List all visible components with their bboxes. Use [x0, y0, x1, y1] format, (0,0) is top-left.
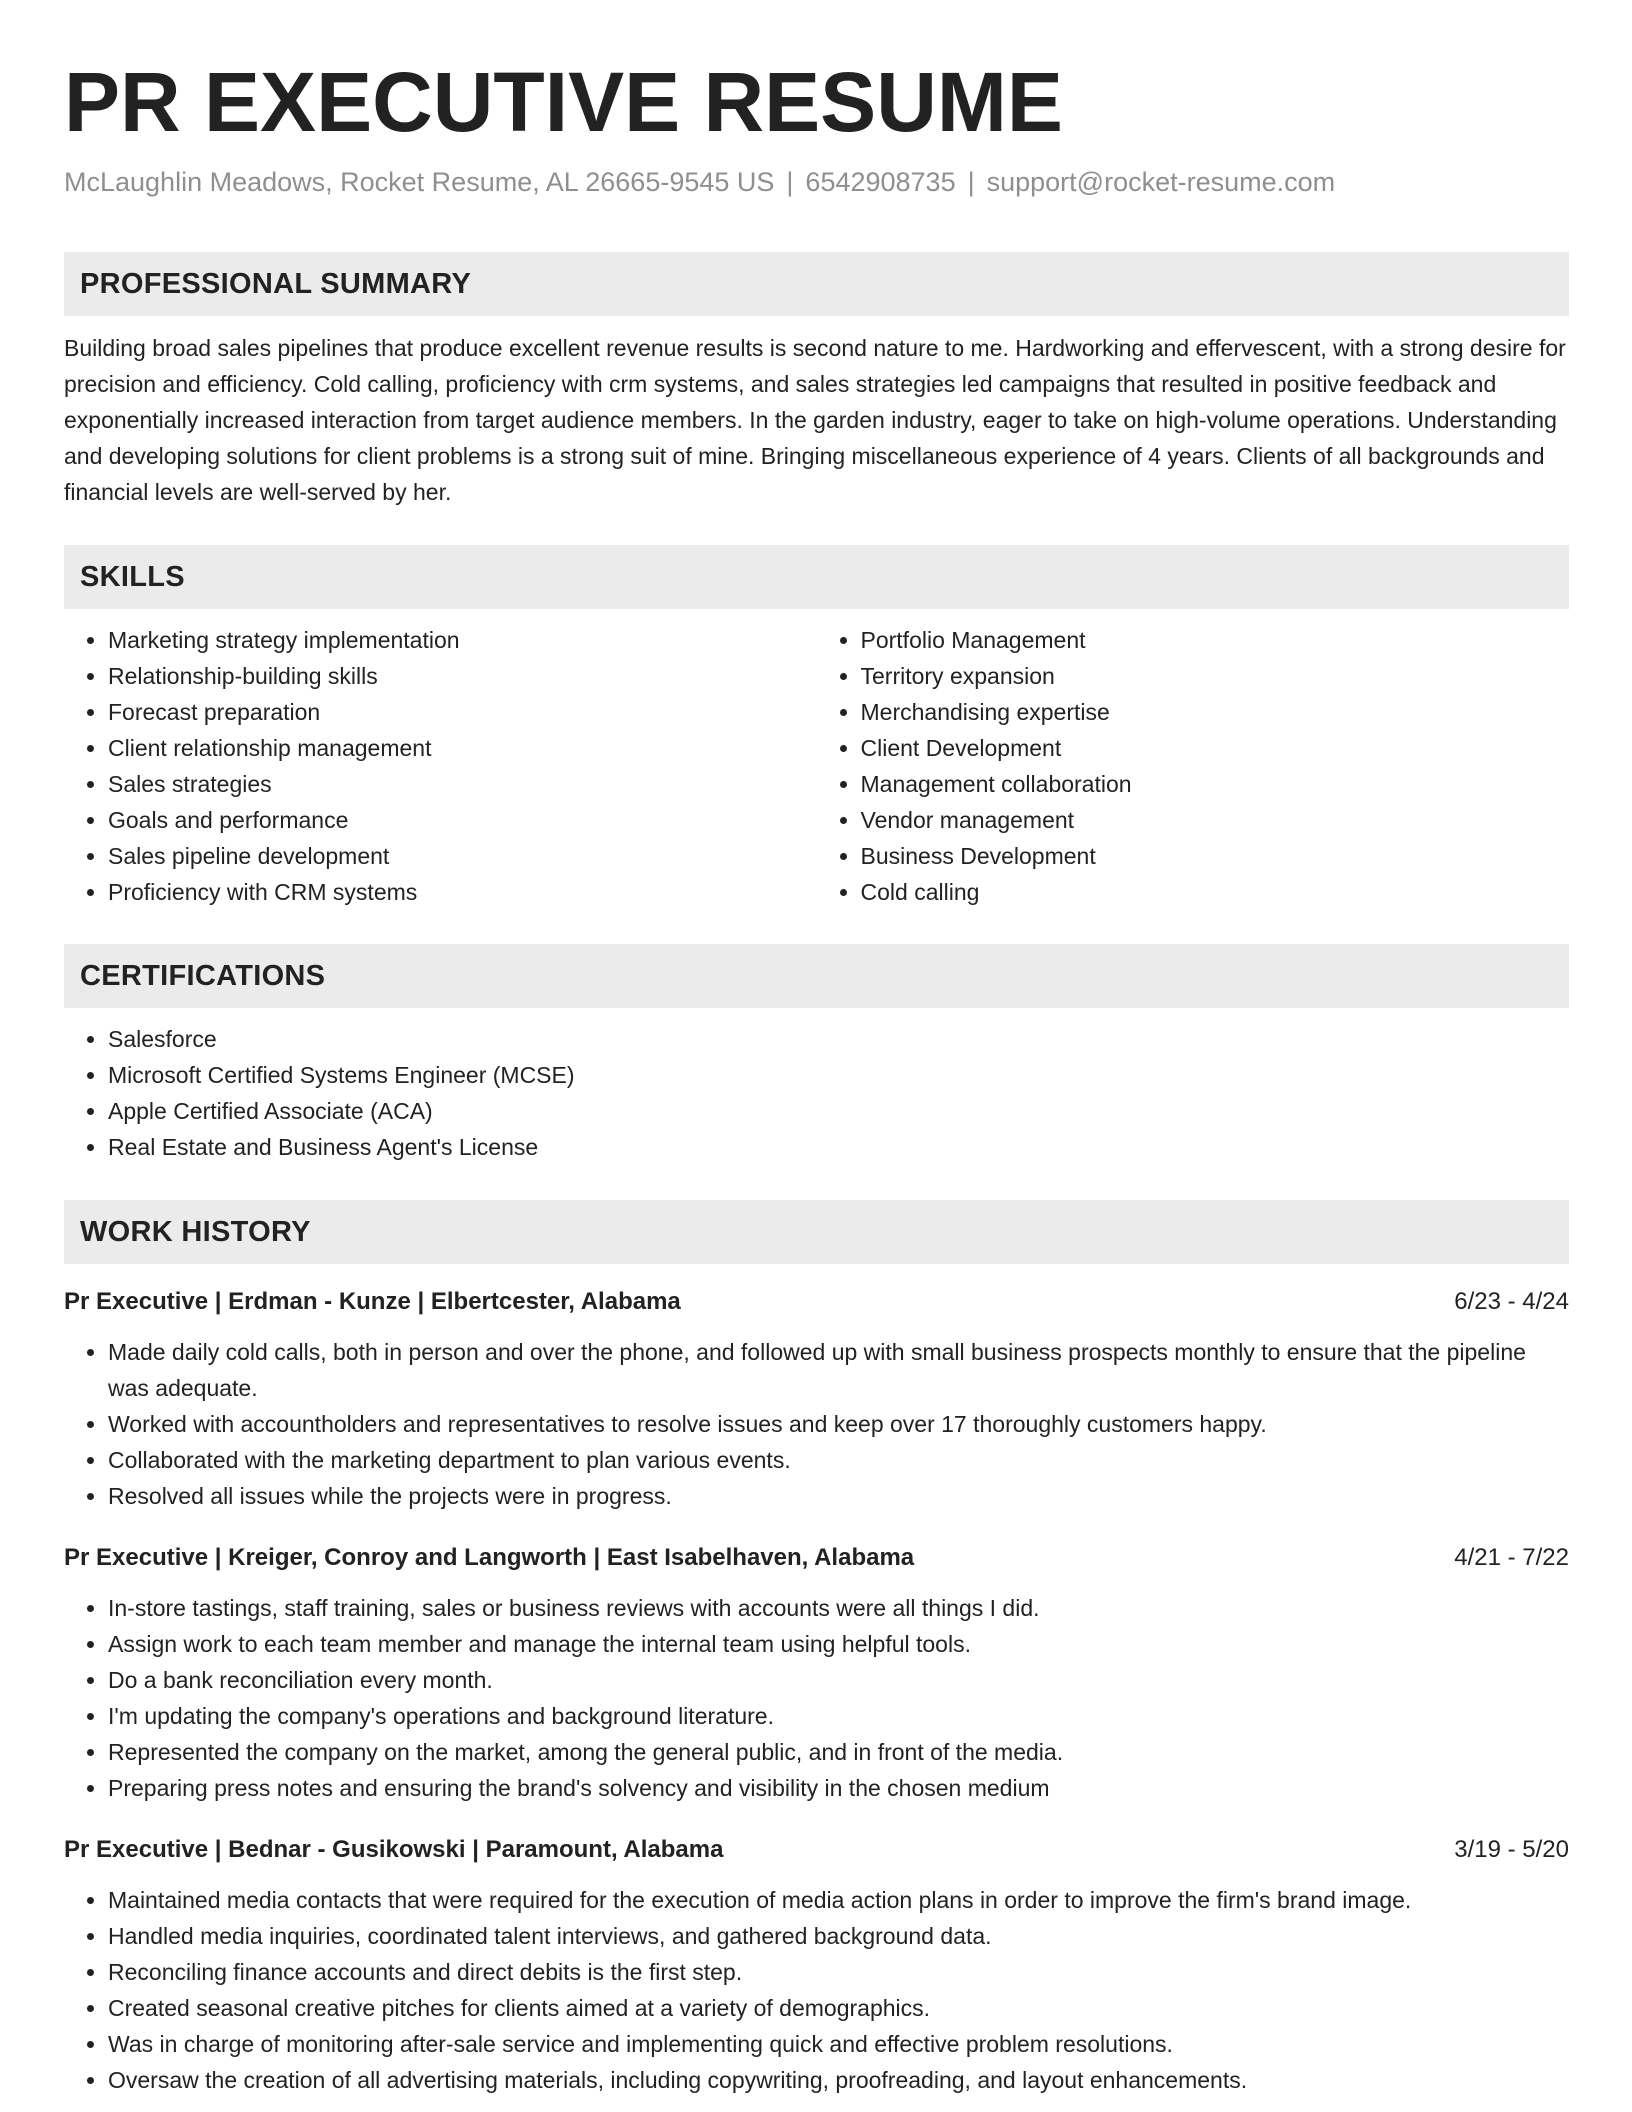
job-bullet: • Collaborated with the marketing department to plan various events.	[108, 1442, 1569, 1478]
job-bullet: • Worked with accountholders and representatives to resolve issues and keep over 17 thoroughly customers happy.	[108, 1406, 1569, 1442]
job-bullet: • I'm updating the company's operations and background literature.	[108, 1698, 1569, 1734]
job-bullet: • Resolved all issues while the projects were in progress.	[108, 1478, 1569, 1514]
certification-item: • Apple Certified Associate (ACA)	[108, 1093, 1569, 1129]
job-dates: 3/19 - 5/20	[1454, 1836, 1569, 1863]
skills-list-right	[817, 622, 1570, 910]
job-title: Pr Executive | Kreiger, Conroy and Langworth | East Isabelhaven, Alabama	[64, 1544, 915, 1571]
skills-list-left	[64, 622, 817, 910]
skill-item: • Business Development	[861, 838, 1570, 874]
job-entry	[64, 1832, 1569, 2098]
job-dates: 4/21 - 7/22	[1454, 1544, 1569, 1571]
resume-page	[64, 0, 1569, 2098]
skill-item: • Goals and performance	[108, 802, 817, 838]
section-heading-summary: PROFESSIONAL SUMMARY	[64, 252, 1569, 316]
job-bullet: • Created seasonal creative pitches for clients aimed at a variety of demographics.	[108, 1990, 1569, 2026]
job-bullet: • Maintained media contacts that were required for the execution of media action plans in order to improve the firm's brand image.	[108, 1882, 1569, 1918]
job-header	[64, 1540, 1569, 1576]
job-bullet: • In-store tastings, staff training, sales or business reviews with accounts were all things I did.	[108, 1590, 1569, 1626]
job-bullets	[64, 1882, 1569, 2098]
contact-phone: 6542908735	[805, 167, 956, 197]
skill-item: • Relationship-building skills	[108, 658, 817, 694]
contact-email: support@rocket-resume.com	[986, 167, 1336, 197]
job-bullet: • Represented the company on the market, among the general public, and in front of the media.	[108, 1734, 1569, 1770]
job-bullet: • Reconciling finance accounts and direct debits is the first step.	[108, 1954, 1569, 1990]
skill-item: • Merchandising expertise	[861, 694, 1570, 730]
job-bullet: • Do a bank reconciliation every month.	[108, 1662, 1569, 1698]
skill-item: • Vendor management	[861, 802, 1570, 838]
section-heading-skills: SKILLS	[64, 545, 1569, 609]
skill-item: • Client Development	[861, 730, 1570, 766]
job-bullets	[64, 1334, 1569, 1514]
skills-columns	[64, 622, 1569, 910]
certification-item: • Microsoft Certified Systems Engineer (MCSE)	[108, 1057, 1569, 1093]
skill-item: • Management collaboration	[861, 766, 1570, 802]
job-entry	[64, 1284, 1569, 1514]
job-bullet: • Handled media inquiries, coordinated talent interviews, and gathered background data.	[108, 1918, 1569, 1954]
job-dates: 6/23 - 4/24	[1454, 1288, 1569, 1315]
contact-separator: |	[786, 167, 794, 197]
job-title: Pr Executive | Bednar - Gusikowski | Paramount, Alabama	[64, 1836, 724, 1863]
summary-text: Building broad sales pipelines that produce excellent revenue results is second nature to me. Hardworking and effervescent, with a strong desire for precision and efficiency. Cold calling, proficiency with crm systems, and sales strategies led campaigns that resulted in positive feedback and exponentially increased interaction from target audience members. In the garden industry, eager to take on high-volume operations. Understanding and developing solutions for client problems is a strong suit of mine. Bringing miscellaneous experience of 4 years. Clients of all backgrounds and financial levels are well-served by her.	[64, 335, 1566, 505]
skill-item: • Forecast preparation	[108, 694, 817, 730]
skill-item: • Sales strategies	[108, 766, 817, 802]
skill-item: • Cold calling	[861, 874, 1570, 910]
skill-item: • Portfolio Management	[861, 622, 1570, 658]
skill-item: • Proficiency with CRM systems	[108, 874, 817, 910]
skill-item: • Client relationship management	[108, 730, 817, 766]
job-bullet: • Was in charge of monitoring after-sale service and implementing quick and effective problem resolutions.	[108, 2026, 1569, 2062]
section-heading-work-history: WORK HISTORY	[64, 1200, 1569, 1264]
job-bullet: • Assign work to each team member and manage the internal team using helpful tools.	[108, 1626, 1569, 1662]
job-title: Pr Executive | Erdman - Kunze | Elbertcester, Alabama	[64, 1288, 681, 1315]
skill-item: • Sales pipeline development	[108, 838, 817, 874]
skill-item: • Territory expansion	[861, 658, 1570, 694]
job-bullet: • Made daily cold calls, both in person and over the phone, and followed up with small business prospects monthly to ensure that the pipeline was adequate.	[108, 1334, 1569, 1406]
contact-separator: |	[967, 167, 975, 197]
job-header	[64, 1284, 1569, 1320]
job-entry	[64, 1540, 1569, 1806]
certification-item: • Salesforce	[108, 1021, 1569, 1057]
section-heading-certifications: CERTIFICATIONS	[64, 944, 1569, 1008]
job-header	[64, 1832, 1569, 1868]
job-bullet: • Oversaw the creation of all advertising materials, including copywriting, proofreading, and layout enhancements.	[108, 2062, 1569, 2098]
certification-item: • Real Estate and Business Agent's License	[108, 1129, 1569, 1165]
contact-address: McLaughlin Meadows, Rocket Resume, AL 26665-9545 US	[64, 167, 775, 197]
contact-line	[64, 164, 1569, 200]
job-bullets	[64, 1590, 1569, 1806]
certifications-list	[64, 1021, 1569, 1165]
resume-title: PR EXECUTIVE RESUME	[64, 55, 1063, 149]
job-bullet: • Preparing press notes and ensuring the brand's solvency and visibility in the chosen medium	[108, 1770, 1569, 1806]
skill-item: • Marketing strategy implementation	[108, 622, 817, 658]
